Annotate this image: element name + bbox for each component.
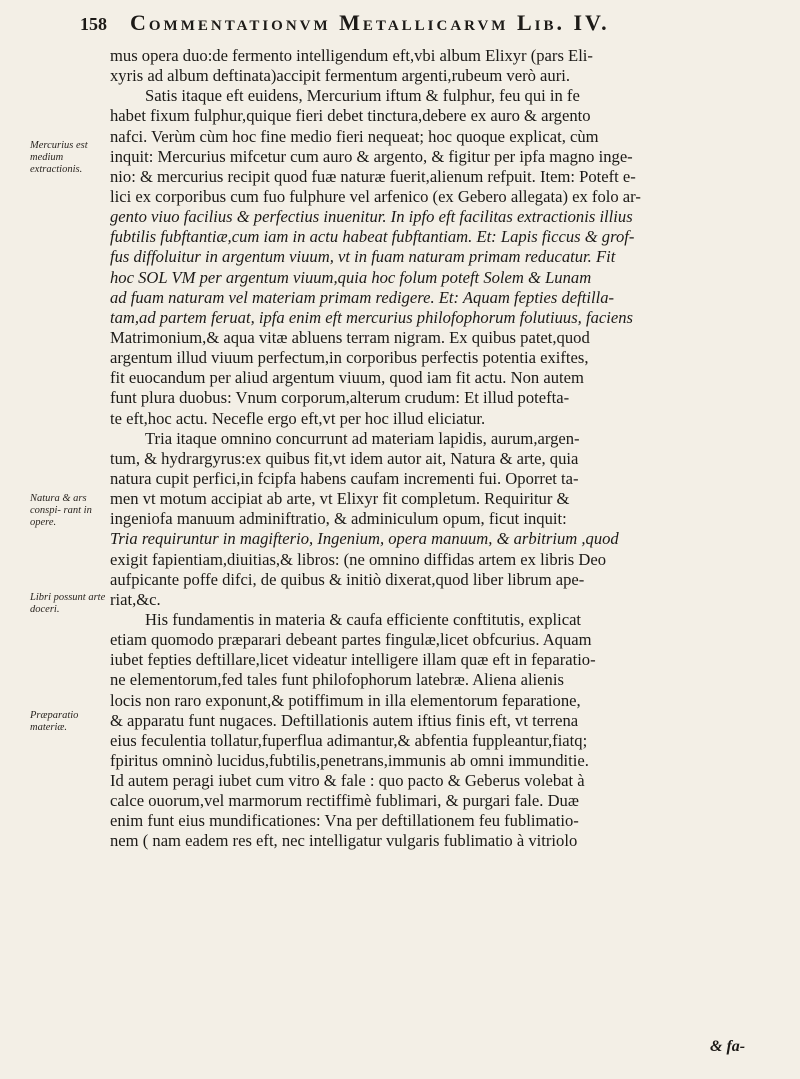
text-line: xyris ad album deftinata)accipit fermentum argenti,rubeum verò auri. <box>110 66 570 86</box>
text-line: Matrimonium,& aqua vitæ abluens terram nigram. Ex quibus patet,quod <box>110 327 590 347</box>
text-line: Satis itaque eft euidens, Mercurium iftum & fulphur, feu qui in fe <box>145 86 580 106</box>
margin-note: Præparatio materiæ. <box>30 710 79 733</box>
text-line: exigit fapientiam,diuitias,& libros: (ne omnino diffidas artem ex libris Deo <box>110 549 607 569</box>
text-line: calce ouorum,vel marmorum rectiffimè fublimari, & purgari fale. Duæ <box>110 791 579 811</box>
text-line: tam,ad partem feruat, ipfa enim eft mercurius philofophorum folutiuus, faciens <box>110 307 633 327</box>
text-line: aufpicante poffe difci, de quibus & initiò dixerat,quod liber librum ape- <box>110 569 585 589</box>
text-line: locis non raro exponunt,& potiffimum in illa elementorum feparatione, <box>110 690 581 710</box>
running-head: Commentationvm Metallicarvm Lib. IV. <box>130 10 610 35</box>
text-line: mus opera duo:de fermento intelligendum eft,vbi album Elixyr (pars Eli- <box>110 46 593 65</box>
text-line: Tria itaque omnino concurrunt ad materiam lapidis, aurum,argen- <box>145 428 580 448</box>
catchword: & fa- <box>710 1038 746 1055</box>
text-line: Id autem peragi iubet cum vitro & fale : quo pacto & Geberus volebat à <box>110 771 585 791</box>
text-line: gento viuo facilius & perfectius inuenitur. In ipfo eft facilitas extractionis illius <box>110 207 633 227</box>
text-line: Tria requiruntur in magifterio, Ingenium, opera manuum, & arbitrium ,quod <box>110 529 619 549</box>
text-line: iubet fepties deftillare,licet videatur intelligere illam quæ eft in feparatio- <box>110 650 596 670</box>
text-line: te eft,hoc actu. Necefle ergo eft,vt per hoc illud eliciatur. <box>110 408 486 428</box>
text-line: habet fixum fulphur,quique fieri debet tinctura,debere ex auro & argento <box>110 106 591 126</box>
text-line: nafci. Verùm cùm hoc fine medio fieri nequeat; hoc quoque explicat, cùm <box>110 126 599 146</box>
text-line: & apparatu funt nugaces. Deftillationis autem iftius finis eft, vt terrena <box>110 710 579 730</box>
text-line: argentum illud viuum perfectum,in corporibus perfectis potentia exiftes, <box>110 348 589 368</box>
text-line: lici ex corporibus cum fuo fulphure vel arfenico (ex Gebero allegata) ex folo ar- <box>110 186 641 206</box>
text-line: men vt motum accipiat ab arte, vt Elixyr fit completum. Requiritur & <box>110 489 570 509</box>
page-number: 158 <box>80 14 107 34</box>
text-line: inquit: Mercurius mifcetur cum auro & argento, & figitur per ipfa magno inge- <box>110 146 633 166</box>
text-line: fus diffoluitur in argentum viuum, vt in fuam naturam primam reducatur. Fit <box>110 247 616 267</box>
text-line: fpiritus omninò lucidus,fubtilis,penetrans,immunis ab omni immunditie. <box>110 750 589 770</box>
text-line: eius feculentia tollatur,fuperflua adimantur,& abfentia fuppleantur,fiatq; <box>110 730 588 750</box>
text-line: fubtilis fubftantiæ,cum iam in actu habeat fubftantiam. Et: Lapis ficcus & grof- <box>110 227 635 247</box>
text-line: nem ( nam eadem res eft, nec intelligatur vulgaris fublimatio à vitriolo <box>110 831 578 851</box>
margin-note: Libri possunt arte doceri. <box>30 592 106 615</box>
text-line: ingeniofa manuum adminiftratio, & adminiculum opum, ficut inquit: <box>110 509 567 529</box>
text-line: funt plura duobus: Vnum corporum,alterum crudum: Et illud potefta- <box>110 388 570 408</box>
text-line: fit euocandum per aliud argentum viuum, quod iam fit actu. Non autem <box>110 368 584 388</box>
text-line: nio: & mercurius recipit quod fuæ naturæ fuerit,alienum refpuit. Item: Poteft e- <box>110 166 636 186</box>
margin-note: Mercurius est medium extractionis. <box>30 140 88 175</box>
text-line: His fundamentis in materia & caufa efficiente conftitutis, explicat <box>145 609 582 629</box>
margin-note: Natura & ars conspi- rant in opere. <box>30 493 92 528</box>
text-line: natura cupit perfici,in fcipfa habens caufam incrementi fui. Oporret ta- <box>110 468 579 488</box>
text-line: hoc SOL VM per argentum viuum,quia hoc folum poteft Solem & Lunam <box>110 267 592 287</box>
text-line: enim funt eius mundificationes: Vna per deftillationem feu fublimatio- <box>110 811 579 831</box>
text-line: ne elementorum,fed tales funt philofophorum latebræ. Aliena alienis <box>110 670 564 690</box>
body-text <box>110 46 780 852</box>
text-line: etiam quomodo præparari debeant partes fingulæ,licet obfcurius. Aquam <box>110 630 592 650</box>
page-header <box>80 10 780 40</box>
text-line: tum, & hydrargyrus:ex quibus fit,vt idem autor ait, Natura & arte, quia <box>110 448 579 468</box>
text-line: ad fuam naturam vel materiam primam redigere. Et: Aquam fepties deftilla- <box>110 287 615 307</box>
text-line: riat,&c. <box>110 589 161 609</box>
